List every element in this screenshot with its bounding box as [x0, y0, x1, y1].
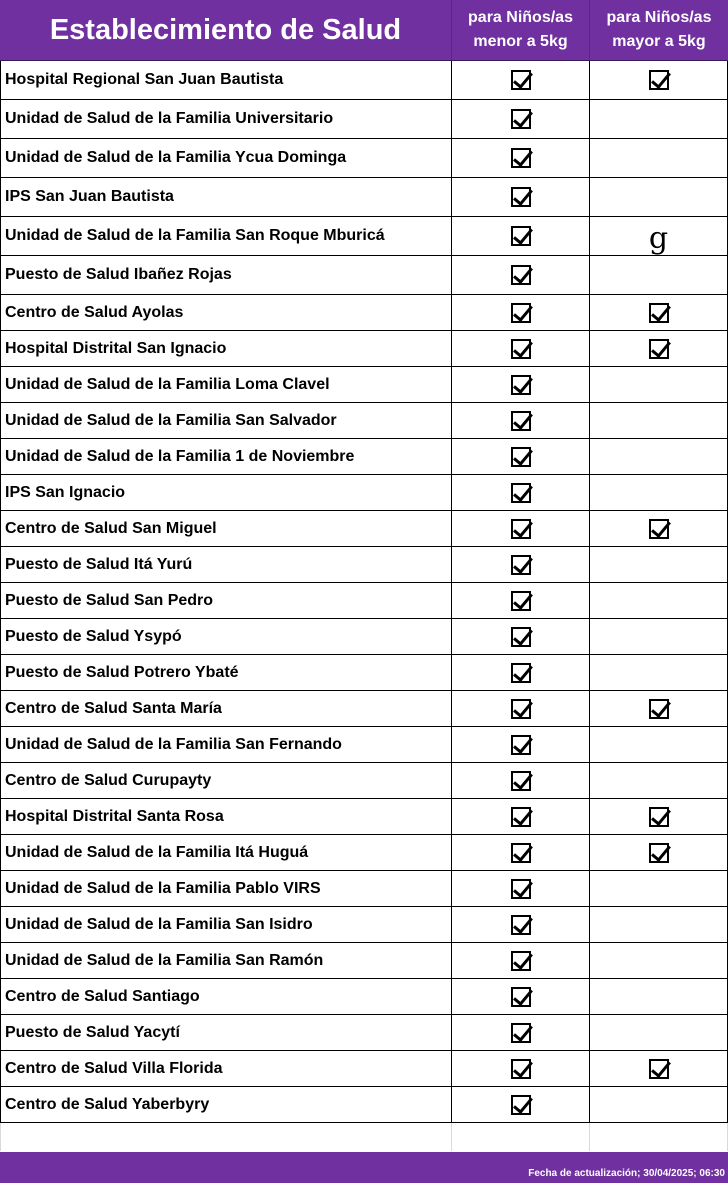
establishment-name: Unidad de Salud de la Familia San Isidro: [0, 907, 452, 942]
table-row: [0, 727, 728, 763]
under-5kg-cell: [452, 295, 590, 330]
over-5kg-cell: [590, 403, 728, 438]
table-row: [0, 583, 728, 619]
over-5kg-cell: [590, 547, 728, 582]
checkbox-checked-icon: [649, 699, 669, 719]
establishment-name: Unidad de Salud de la Familia San Ramón: [0, 943, 452, 978]
checkbox-checked-icon: [511, 987, 531, 1007]
glyph-text: g: [648, 221, 669, 256]
under-5kg-cell: [452, 475, 590, 510]
checkbox-checked-icon: [511, 663, 531, 683]
table-row: [0, 100, 728, 139]
table-row: [0, 1051, 728, 1087]
under-5kg-cell: [452, 256, 590, 294]
establishment-name: Unidad de Salud de la Familia Universitario: [0, 100, 452, 138]
checkbox-checked-icon: [511, 1059, 531, 1079]
empty-row: [0, 1123, 728, 1151]
over-5kg-cell: [590, 727, 728, 762]
header-establishment: Establecimiento de Salud: [0, 0, 452, 60]
establishment-name: Hospital Regional San Juan Bautista: [0, 61, 452, 99]
over-5kg-cell: [590, 139, 728, 177]
over-5kg-cell: [590, 367, 728, 402]
over-5kg-cell: [590, 178, 728, 216]
checkbox-checked-icon: [511, 879, 531, 899]
over-5kg-cell: [590, 763, 728, 798]
establishment-name: Unidad de Salud de la Familia Pablo VIRS: [0, 871, 452, 906]
under-5kg-cell: [452, 979, 590, 1014]
under-5kg-cell: [452, 943, 590, 978]
establishment-name: Unidad de Salud de la Familia San Roque Mburicá: [0, 217, 452, 255]
under-5kg-cell: [452, 907, 590, 942]
table-row: [0, 763, 728, 799]
establishment-name: Puesto de Salud Yacytí: [0, 1015, 452, 1050]
table-row: [0, 1087, 728, 1123]
table-row: [0, 139, 728, 178]
over-5kg-cell: [590, 1015, 728, 1050]
checkbox-checked-icon: [511, 148, 531, 168]
table-row: [0, 61, 728, 100]
establishment-name: Unidad de Salud de la Familia Loma Clavel: [0, 367, 452, 402]
table-row: [0, 439, 728, 475]
over-5kg-cell: [590, 835, 728, 870]
footer-bar: [0, 1152, 728, 1183]
checkbox-checked-icon: [511, 699, 531, 719]
checkbox-checked-icon: [511, 807, 531, 827]
checkbox-checked-icon: [511, 411, 531, 431]
over-5kg-cell: [590, 619, 728, 654]
checkbox-checked-icon: [511, 555, 531, 575]
establishment-name: Unidad de Salud de la Familia San Fernando: [0, 727, 452, 762]
checkbox-checked-icon: [511, 483, 531, 503]
over-5kg-cell: [590, 217, 728, 255]
checkbox-checked-icon: [649, 70, 669, 90]
checkbox-checked-icon: [511, 627, 531, 647]
establishment-name: Unidad de Salud de la Familia San Salvador: [0, 403, 452, 438]
table-row: [0, 979, 728, 1015]
header-over-5kg: para Niños/as mayor a 5kg: [606, 9, 712, 50]
under-5kg-cell: [452, 1051, 590, 1086]
table-row: [0, 655, 728, 691]
over-5kg-cell: [590, 871, 728, 906]
checkbox-checked-icon: [511, 1023, 531, 1043]
under-5kg-cell: [452, 217, 590, 255]
over-5kg-cell: [590, 799, 728, 834]
establishment-name: Centro de Salud Curupayty: [0, 763, 452, 798]
over-5kg-cell: [590, 907, 728, 942]
over-5kg-cell: [590, 655, 728, 690]
under-5kg-cell: [452, 1015, 590, 1050]
under-5kg-cell: [452, 439, 590, 474]
empty-cell: [590, 1123, 728, 1151]
over-5kg-cell: [590, 583, 728, 618]
table-row: [0, 256, 728, 295]
establishment-name: Centro de Salud San Miguel: [0, 511, 452, 546]
under-5kg-cell: [452, 331, 590, 366]
table-row: [0, 403, 728, 439]
checkbox-checked-icon: [511, 735, 531, 755]
establishment-name: Centro de Salud Santa María: [0, 691, 452, 726]
checkbox-checked-icon: [511, 187, 531, 207]
checkbox-checked-icon: [511, 303, 531, 323]
establishment-name: Unidad de Salud de la Familia 1 de Noviembre: [0, 439, 452, 474]
over-5kg-cell: [590, 1051, 728, 1086]
checkbox-checked-icon: [511, 591, 531, 611]
under-5kg-cell: [452, 139, 590, 177]
checkbox-checked-icon: [649, 519, 669, 539]
checkbox-checked-icon: [511, 843, 531, 863]
table-row: [0, 871, 728, 907]
checkbox-checked-icon: [649, 1059, 669, 1079]
table-row: [0, 331, 728, 367]
checkbox-checked-icon: [511, 1095, 531, 1115]
establishment-name: Puesto de Salud Itá Yurú: [0, 547, 452, 582]
establishment-name: Centro de Salud Yaberbyry: [0, 1087, 452, 1122]
table-row: [0, 217, 728, 256]
establishment-name: Puesto de Salud San Pedro: [0, 583, 452, 618]
update-date: Fecha de actualización; 30/04/2025; 06:30: [528, 1168, 725, 1179]
under-5kg-cell: [452, 178, 590, 216]
under-5kg-cell: [452, 691, 590, 726]
checkbox-checked-icon: [511, 265, 531, 285]
over-5kg-cell: [590, 475, 728, 510]
table-row: [0, 943, 728, 979]
table-row: [0, 547, 728, 583]
checkbox-checked-icon: [511, 951, 531, 971]
establishment-name: Centro de Salud Santiago: [0, 979, 452, 1014]
over-5kg-cell: [590, 1087, 728, 1122]
over-5kg-cell: [590, 100, 728, 138]
establishment-name: Puesto de Salud Potrero Ybaté: [0, 655, 452, 690]
checkbox-checked-icon: [511, 519, 531, 539]
under-5kg-cell: [452, 1087, 590, 1122]
table-row: [0, 835, 728, 871]
over-5kg-cell: [590, 691, 728, 726]
over-5kg-cell: [590, 979, 728, 1014]
establishment-name: Hospital Distrital Santa Rosa: [0, 799, 452, 834]
header-under-5kg: para Niños/as menor a 5kg: [452, 0, 590, 60]
checkbox-checked-icon: [511, 375, 531, 395]
checkbox-checked-icon: [511, 915, 531, 935]
table-header: [0, 0, 728, 61]
table-row: [0, 475, 728, 511]
establishment-name: Unidad de Salud de la Familia Itá Huguá: [0, 835, 452, 870]
establishment-name: Puesto de Salud Ysypó: [0, 619, 452, 654]
under-5kg-cell: [452, 511, 590, 546]
table-row: [0, 1015, 728, 1051]
under-5kg-cell: [452, 727, 590, 762]
table-row: [0, 511, 728, 547]
table-row: [0, 907, 728, 943]
under-5kg-cell: [452, 547, 590, 582]
under-5kg-cell: [452, 799, 590, 834]
under-5kg-cell: [452, 61, 590, 99]
checkbox-checked-icon: [649, 843, 669, 863]
under-5kg-cell: [452, 763, 590, 798]
under-5kg-cell: [452, 100, 590, 138]
table-row: [0, 367, 728, 403]
over-5kg-cell: [590, 511, 728, 546]
checkbox-checked-icon: [511, 226, 531, 246]
checkbox-checked-icon: [511, 70, 531, 90]
under-5kg-cell: [452, 367, 590, 402]
checkbox-checked-icon: [511, 109, 531, 129]
over-5kg-cell: [590, 61, 728, 99]
checkbox-checked-icon: [649, 339, 669, 359]
table-row: [0, 619, 728, 655]
establishment-name: Centro de Salud Ayolas: [0, 295, 452, 330]
table-row: [0, 178, 728, 217]
establishment-name: IPS San Juan Bautista: [0, 178, 452, 216]
establishment-name: Centro de Salud Villa Florida: [0, 1051, 452, 1086]
table-row: [0, 295, 728, 331]
establishment-name: IPS San Ignacio: [0, 475, 452, 510]
over-5kg-cell: [590, 943, 728, 978]
under-5kg-cell: [452, 655, 590, 690]
over-5kg-cell: [590, 331, 728, 366]
under-5kg-cell: [452, 403, 590, 438]
under-5kg-cell: [452, 871, 590, 906]
checkbox-checked-icon: [649, 303, 669, 323]
establishment-name: Unidad de Salud de la Familia Ycua Dominga: [0, 139, 452, 177]
establishment-name: Puesto de Salud Ibañez Rojas: [0, 256, 452, 294]
empty-cell: [452, 1123, 590, 1151]
checkbox-checked-icon: [511, 771, 531, 791]
over-5kg-cell: [590, 256, 728, 294]
over-5kg-cell: [590, 439, 728, 474]
establishment-name: Hospital Distrital San Ignacio: [0, 331, 452, 366]
over-5kg-cell: [590, 295, 728, 330]
checkbox-checked-icon: [511, 339, 531, 359]
checkbox-checked-icon: [511, 447, 531, 467]
under-5kg-cell: [452, 619, 590, 654]
under-5kg-cell: [452, 583, 590, 618]
under-5kg-cell: [452, 835, 590, 870]
checkbox-checked-icon: [649, 807, 669, 827]
empty-cell: [0, 1123, 452, 1151]
table-row: [0, 691, 728, 727]
table-row: [0, 799, 728, 835]
table-body: [0, 61, 728, 1151]
